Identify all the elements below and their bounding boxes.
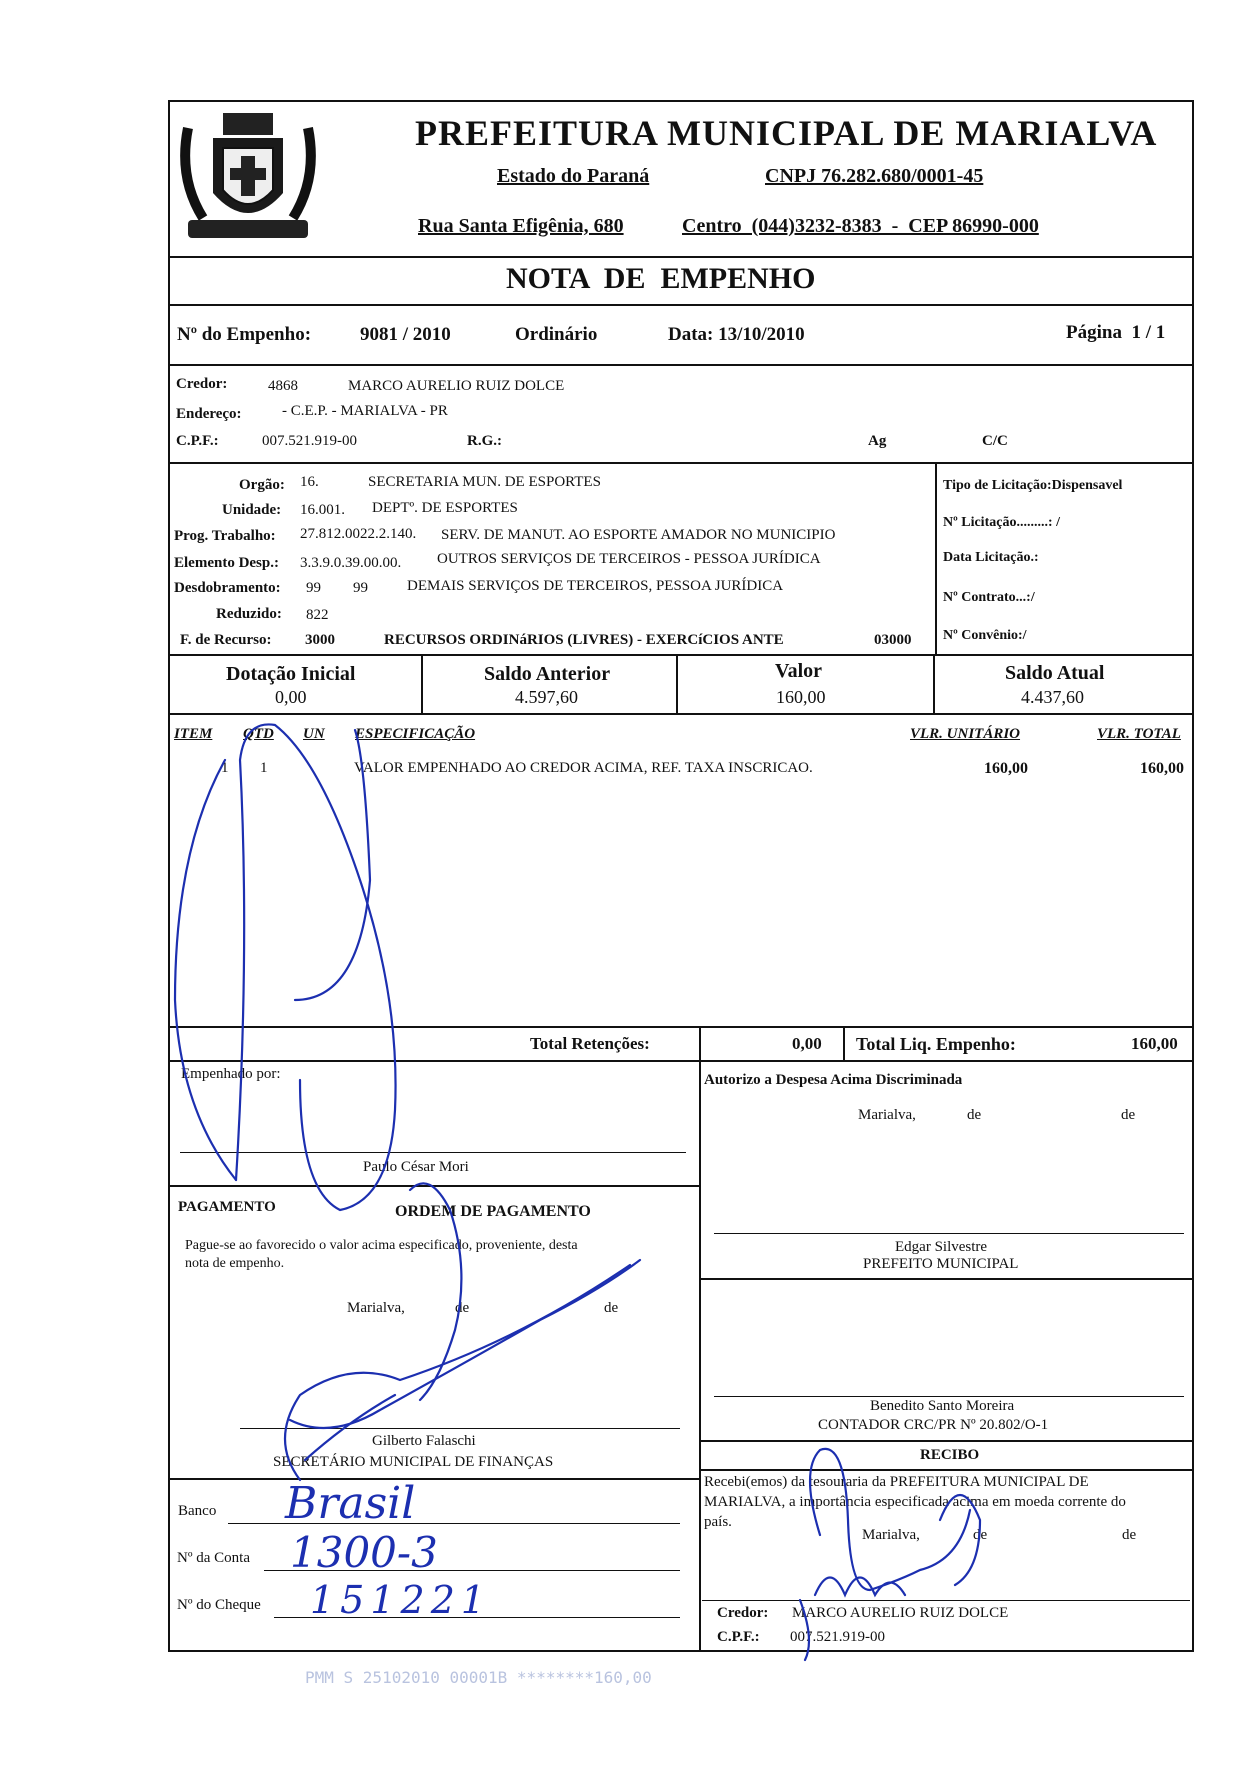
- cheque-label: Nº do Cheque: [177, 1597, 261, 1613]
- recibo-cpf-label: C.P.F.:: [717, 1629, 760, 1645]
- banco-handwritten: Brasil: [285, 1478, 416, 1529]
- autorizo-de-1: de: [967, 1107, 982, 1123]
- empenho-type: Ordinário: [515, 324, 598, 345]
- recibo-text-3: país.: [704, 1514, 732, 1530]
- empenhado-por-nome: Paulo César Mori: [363, 1159, 469, 1175]
- cheque-handwritten: 151221: [310, 1578, 492, 1622]
- dotacao-label: Dotação Inicial: [226, 663, 356, 685]
- reduzido-value: 822: [306, 607, 329, 623]
- retencoes-label: Total Retenções:: [530, 1034, 650, 1053]
- recibo-de-1: de: [973, 1527, 988, 1543]
- licitacao-data: Data Licitação.:: [943, 550, 1039, 565]
- recibo-credor-nome: MARCO AURELIO RUIZ DOLCE: [792, 1605, 1009, 1621]
- secretario-nome: Gilberto Falaschi: [372, 1433, 476, 1449]
- col-spec: ESPECIFICAÇÃO: [355, 726, 476, 742]
- ordem-de-2: de: [604, 1300, 619, 1316]
- item-total-value: 160,00: [1140, 760, 1184, 777]
- saldo-atual-label: Saldo Atual: [1005, 662, 1105, 684]
- autorizo-de-2: de: [1121, 1107, 1136, 1123]
- unidade-code: 16.001.: [300, 502, 345, 518]
- orgao-label: Orgão:: [239, 477, 285, 493]
- elemento-label: Elemento Desp.:: [174, 555, 279, 571]
- header-contact: Centro (044)3232-8383 - CEP 86990-000: [682, 215, 1039, 237]
- unidade-label: Unidade:: [222, 502, 282, 518]
- autorizo-label: Autorizo a Despesa Acima Discriminada: [704, 1072, 963, 1088]
- orgao-code: 16.: [300, 474, 319, 490]
- recurso-code: 3000: [305, 632, 335, 648]
- prog-code: 27.812.0022.2.140.: [300, 526, 417, 542]
- desdobramento-b: 99: [353, 580, 368, 596]
- recibo-title: RECIBO: [920, 1447, 980, 1463]
- col-item: ITEM: [174, 726, 213, 742]
- header-title: PREFEITURA MUNICIPAL DE MARIALVA: [415, 113, 1158, 153]
- header-state: Estado do Paraná: [497, 165, 650, 187]
- valor-value: 160,00: [776, 687, 826, 707]
- liq-value: 160,00: [1131, 1034, 1178, 1053]
- desdobramento-a: 99: [306, 580, 321, 596]
- credor-label: Credor:: [176, 376, 228, 392]
- recurso-name: RECURSOS ORDINáRIOS (LIVRES) - EXERCíCIOS ANTE: [384, 632, 784, 648]
- prog-name: SERV. DE MANUT. AO ESPORTE AMADOR NO MUNICIPIO: [441, 527, 836, 543]
- elemento-code: 3.3.9.0.39.00.00.: [300, 555, 402, 571]
- licitacao-contrato: Nº Contrato...:/: [943, 590, 1035, 605]
- desdobramento-label: Desdobramento:: [174, 580, 281, 596]
- licitacao-convenio: Nº Convênio:/: [943, 628, 1027, 643]
- col-total-value: VLR. TOTAL: [1097, 726, 1181, 742]
- banco-label: Banco: [178, 1503, 217, 1519]
- item-spec: VALOR EMPENHADO AO CREDOR ACIMA, REF. TAXA INSCRICAO.: [354, 760, 813, 776]
- retencoes-value: 0,00: [792, 1034, 822, 1053]
- conta-handwritten: 1300-3: [290, 1528, 438, 1577]
- empenho-number-label: Nº do Empenho:: [177, 324, 312, 345]
- recibo-text-2: MARIALVA, a importância especificada acima em moeda corrente do: [704, 1494, 1126, 1510]
- prefeito-nome: Edgar Silvestre: [895, 1239, 988, 1255]
- pague-text-1: Pague-se ao favorecido o valor acima especificado, proveniente, desta: [185, 1238, 578, 1253]
- header-street: Rua Santa Efigênia, 680: [418, 215, 624, 237]
- col-un: UN: [303, 726, 325, 742]
- prog-label: Prog. Trabalho:: [174, 528, 276, 544]
- unidade-name: DEPTº. DE ESPORTES: [372, 500, 518, 516]
- ordem-de-1: de: [455, 1300, 470, 1316]
- contador-cargo: CONTADOR CRC/PR Nº 20.802/O-1: [818, 1417, 1049, 1433]
- address-label: Endereço:: [176, 406, 242, 422]
- item-number: 1: [221, 760, 229, 776]
- contador-nome: Benedito Santo Moreira: [870, 1398, 1015, 1414]
- reduzido-label: Reduzido:: [216, 606, 282, 622]
- secretario-cargo: SECRETÁRIO MUNICIPAL DE FINANÇAS: [273, 1454, 554, 1470]
- rg-label: R.G.:: [467, 433, 502, 449]
- orgao-name: SECRETARIA MUN. DE ESPORTES: [368, 474, 601, 490]
- credor-code: 4868: [268, 378, 298, 394]
- dotacao-value: 0,00: [275, 687, 307, 707]
- saldo-anterior-label: Saldo Anterior: [484, 663, 611, 685]
- valor-label: Valor: [775, 660, 823, 682]
- municipal-crest-logo: [178, 108, 318, 258]
- conta-label: Nº da Conta: [177, 1550, 250, 1566]
- recibo-text-1: Recebi(emos) da tesouraria da PREFEITURA MUNICIPAL DE: [704, 1474, 1089, 1490]
- page-number: Página 1 / 1: [1066, 322, 1166, 343]
- cpf-label: C.P.F.:: [176, 433, 219, 449]
- credor-name: MARCO AURELIO RUIZ DOLCE: [348, 378, 565, 394]
- empenho-number: 9081 / 2010: [360, 324, 451, 345]
- cpf-value: 007.521.919-00: [262, 433, 357, 449]
- saldo-atual-value: 4.437,60: [1021, 687, 1084, 707]
- ordem-local: Marialva,: [347, 1300, 405, 1316]
- elemento-name: OUTROS SERVIÇOS DE TERCEIROS - PESSOA JURÍDICA: [437, 551, 821, 567]
- col-unit-value: VLR. UNITÁRIO: [910, 726, 1021, 742]
- autorizo-local: Marialva,: [858, 1107, 916, 1123]
- empenho-date: Data: 13/10/2010: [668, 324, 805, 345]
- header-cnpj: CNPJ 76.282.680/0001-45: [765, 165, 984, 187]
- recurso-label: F. de Recurso:: [180, 632, 272, 648]
- recibo-local: Marialva,: [862, 1527, 920, 1543]
- item-qtd: 1: [260, 760, 268, 776]
- address-value: - C.E.P. - MARIALVA - PR: [282, 403, 448, 419]
- recibo-credor-label: Credor:: [717, 1605, 769, 1621]
- pagamento-label: PAGAMENTO: [178, 1199, 276, 1215]
- item-unit-value: 160,00: [984, 760, 1028, 777]
- recibo-cpf-value: 007.521.919-00: [790, 1629, 885, 1645]
- prefeito-cargo: PREFEITO MUNICIPAL: [863, 1256, 1019, 1272]
- col-qtd: QTD: [243, 726, 274, 742]
- liq-label: Total Liq. Empenho:: [856, 1034, 1016, 1054]
- saldo-anterior-value: 4.597,60: [515, 687, 578, 707]
- cc-label: C/C: [982, 433, 1008, 449]
- recurso-num: 03000: [874, 632, 912, 648]
- desdobramento-name: DEMAIS SERVIÇOS DE TERCEIROS, PESSOA JURÍDICA: [407, 578, 784, 594]
- footer-stamp: PMM S 25102010 00001B ********160,00: [305, 1668, 652, 1687]
- pague-text-2: nota de empenho.: [185, 1256, 285, 1271]
- licitacao-numero: Nº Licitação.........: /: [943, 515, 1060, 530]
- ordem-pagamento-label: ORDEM DE PAGAMENTO: [395, 1203, 591, 1220]
- empenhado-por-label: Empenhado por:: [181, 1066, 281, 1082]
- licitacao-tipo: Tipo de Licitação:Dispensavel: [943, 478, 1123, 493]
- recibo-de-2: de: [1122, 1527, 1137, 1543]
- ag-label: Ag: [868, 433, 887, 449]
- doc-title: NOTA DE EMPENHO: [506, 262, 816, 295]
